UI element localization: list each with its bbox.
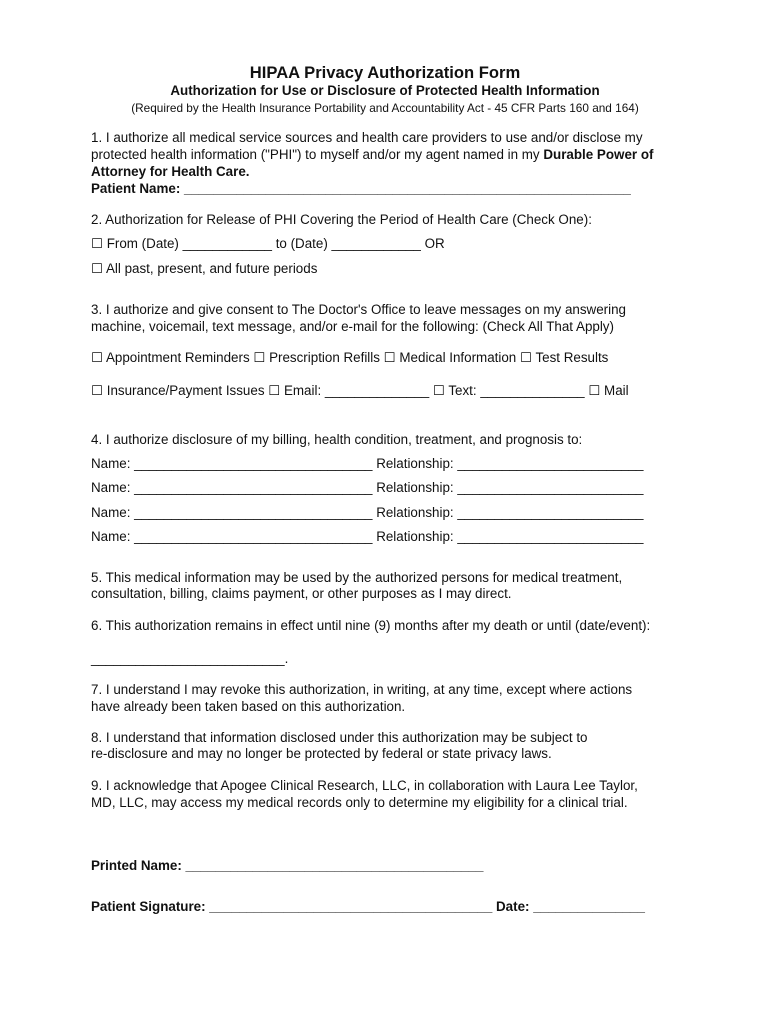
form-legal-note: (Required by the Health Insurance Portability and Accountability Act - 45 CFR Parts 160 and 164): [131, 101, 639, 115]
form-title: HIPAA Privacy Authorization Form: [249, 63, 521, 82]
section-1-line-2: [91, 147, 653, 163]
section-2-heading: 2. Authorization for Release of PHI Covering the Period of Health Care (Check One):: [91, 212, 592, 227]
form-subtitle: Authorization for Use or Disclosure of Protected Health Information: [170, 83, 600, 98]
section-1-line-2-text: protected health information ("PHI") to myself and/or my agent named in my: [91, 147, 544, 162]
authorized-person-row[interactable]: Name: ________________________________ Relationship: _________________________: [91, 529, 644, 544]
date-range-option[interactable]: ☐ From (Date) ____________ to (Date) ____________ OR: [91, 236, 445, 251]
section-9-line-1: 9. I acknowledge that Apogee Clinical Research, LLC, in collaboration with Laura Lee Taylor,: [91, 778, 638, 793]
expiration-date-field[interactable]: __________________________.: [91, 651, 289, 666]
authorized-person-row[interactable]: Name: ________________________________ Relationship: _________________________: [91, 505, 644, 520]
section-6-line-1: 6. This authorization remains in effect until nine (9) months after my death or until (date/event):: [91, 618, 651, 633]
section-1-line-1: 1. I authorize all medical service sources and health care providers to use and/or disclose my: [91, 130, 643, 145]
all-periods-option[interactable]: ☐ All past, present, and future periods: [91, 261, 318, 276]
section-5-line-2: consultation, billing, claims payment, or other purposes as I may direct.: [91, 586, 512, 601]
section-8-line-1: 8. I understand that information disclosed under this authorization may be subject to: [91, 730, 588, 745]
section-1-line-3: Attorney for Health Care.: [91, 164, 250, 179]
authorized-person-row[interactable]: Name: ________________________________ Relationship: _________________________: [91, 480, 644, 495]
printed-name-field[interactable]: Printed Name: ________________________________________: [91, 858, 484, 873]
section-9-line-2: MD, LLC, may access my medical records only to determine my eligibility for a clinical trial.: [91, 795, 628, 810]
authorized-person-row[interactable]: Name: ________________________________ Relationship: _________________________: [91, 456, 644, 471]
message-options-row-1[interactable]: ☐ Appointment Reminders ☐ Prescription Refills ☐ Medical Information ☐ Test Results: [91, 350, 609, 365]
section-3-line-1: 3. I authorize and give consent to The Doctor's Office to leave messages on my answering: [91, 302, 626, 317]
section-3-line-2: machine, voicemail, text message, and/or e-mail for the following: (Check All That Apply): [91, 319, 614, 334]
section-5-line-1: 5. This medical information may be used by the authorized persons for medical treatment,: [91, 570, 623, 585]
section-7-line-1: 7. I understand I may revoke this authorization, in writing, at any time, except where actions: [91, 682, 633, 697]
patient-signature-field[interactable]: Patient Signature: ______________________________________ Date: _______________: [91, 899, 645, 914]
section-7-line-2: have already been taken based on this authorization.: [91, 699, 406, 714]
message-options-row-2[interactable]: ☐ Insurance/Payment Issues ☐ Email: ______________ ☐ Text: ______________ ☐ Mail: [91, 383, 629, 398]
section-4-heading: 4. I authorize disclosure of my billing, health condition, treatment, and prognosis to:: [91, 432, 583, 447]
section-8-line-2: re-disclosure and may no longer be protected by federal or state privacy laws.: [91, 746, 552, 761]
section-1-dpoa-term: Durable Power of: [543, 147, 654, 162]
patient-name-field[interactable]: Patient Name: ____________________________________________________________: [91, 181, 631, 196]
